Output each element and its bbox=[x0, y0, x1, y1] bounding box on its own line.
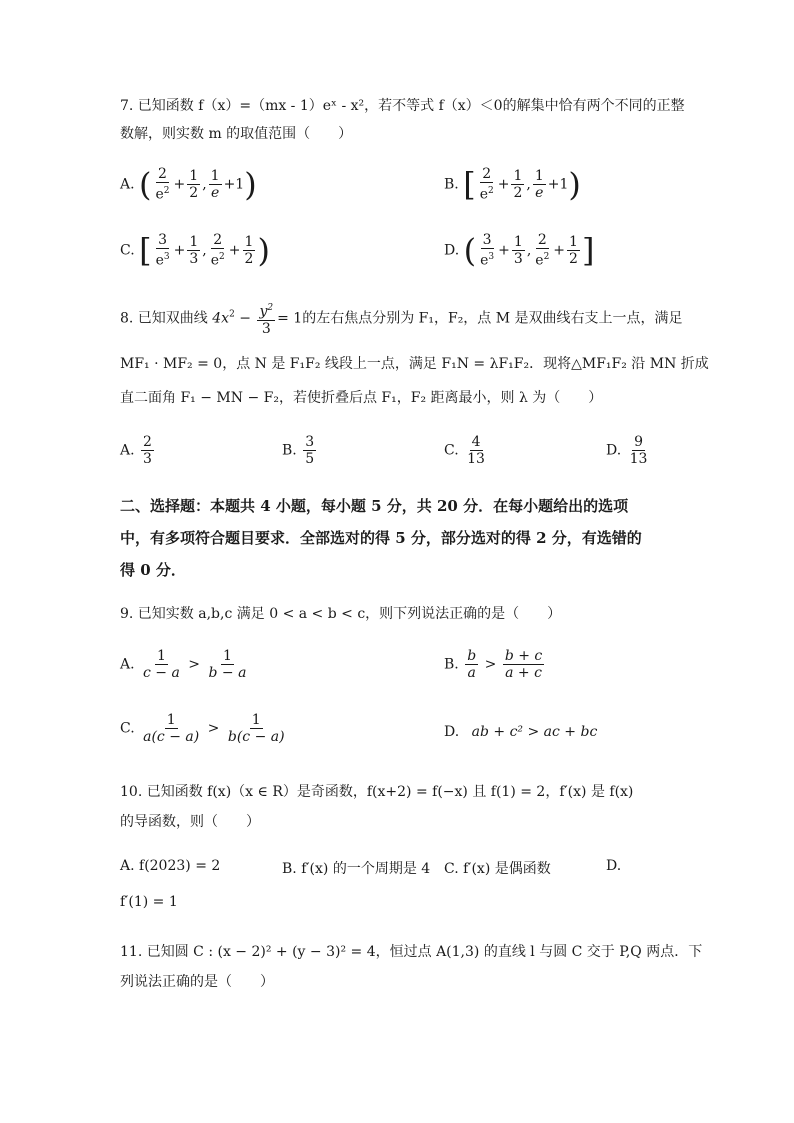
q8-stem-line2: MF₁ · MF₂ = 0，点 N 是 F₁F₂ 线段上一点，满足 F₁N = λF₁F₂．现将△MF₁F₂ 沿 MN 折成 bbox=[120, 356, 709, 372]
q11-stem-line1: 11. 已知圆 C : (x − 2)² + (y − 3)² = 4，恒过点 A(1,3) 的直线 l 与圆 C 交于 P,Q 两点．下 bbox=[120, 944, 703, 960]
q10-option-c: C. f′(x) 是偶函数 bbox=[444, 861, 551, 877]
q10-stem-line2: 的导函数，则（ ） bbox=[120, 814, 260, 830]
q10-option-d-label: D. bbox=[606, 858, 622, 874]
q7-option-b: B. [ $\frac{2}{e^2}$ + $\frac{1}{2}$ , $\frac{1}{e}$ +1) bbox=[444, 165, 581, 204]
q7-option-a: A. ( $\frac{2}{e^2}$ + $\frac{1}{2}$ , $\frac{1}{e}$ +1) bbox=[120, 165, 257, 204]
q9-option-d: D. ab + c² > ac + bc bbox=[444, 724, 598, 740]
q11-stem-line2: 列说法正确的是（ ） bbox=[120, 974, 274, 990]
q10-option-d-content: f′(1) = 1 bbox=[120, 894, 178, 910]
q9-option-b: B. $\frac{b}{a}$ > $\frac{b + c}{a + c}$ bbox=[444, 648, 543, 681]
q8-option-d: D. $\frac{9}{13}$ bbox=[606, 434, 648, 467]
q8-option-c: C. $\frac{4}{13}$ bbox=[444, 434, 485, 467]
q7-option-c: C. [ $\frac{3}{e^3}$ + $\frac{1}{3}$ , $\frac{2}{e^2}$ + $\frac{1}{2}$ ) bbox=[120, 231, 270, 270]
q9-stem: 9. 已知实数 a,b,c 满足 0 < a < b < c，则下列说法正确的是（ ） bbox=[120, 606, 562, 622]
q10-stem-line1: 10. 已知函数 f(x)（x ∈ R）是奇函数，f(x+2) = f(−x) 且 f(1) = 2，f′(x) 是 f(x) bbox=[120, 784, 634, 800]
q9-option-c: C. $\frac{1}{a(c - a)}$ > $\frac{1}{b(c - a)}$ bbox=[120, 712, 285, 745]
q7-option-d: D. ( $\frac{3}{e^3}$ + $\frac{1}{3}$ , $\frac{2}{e^2}$ + $\frac{1}{2}$ ] bbox=[444, 231, 595, 270]
q10-option-b: B. f′(x) 的一个周期是 4 bbox=[282, 861, 431, 877]
q9-option-a: A. $\frac{1}{c - a}$ > $\frac{1}{b - a}$ bbox=[120, 648, 247, 681]
q10-option-a: A. f(2023) = 2 bbox=[120, 858, 221, 874]
section2-instructions-line3: 得 0 分． bbox=[120, 561, 186, 579]
q8-stem-line3: 直二面角 F₁ − MN − F₂，若使折叠后点 F₁，F₂ 距离最小，则 λ 为（ ） bbox=[120, 390, 603, 406]
q8-option-a: A. $\frac{2}{3}$ bbox=[120, 434, 152, 467]
q7-stem-line2: 数解，则实数 m 的取值范围（ ） bbox=[120, 126, 353, 142]
q8-stem-line1: 8. 已知双曲线 $4x^2$ − $\frac{y^2}{3}$ = 1的左右焦点分别为 F₁，F₂，点 M 是双曲线右支上一点，满足 bbox=[120, 300, 683, 337]
section2-instructions-line1: 二、选择题：本题共 4 小题，每小题 5 分，共 20 分．在每小题给出的选项 bbox=[120, 497, 629, 515]
q8-option-b: B. $\frac{3}{5}$ bbox=[282, 434, 315, 467]
section2-instructions-line2: 中，有多项符合题目要求．全部选对的得 5 分，部分选对的得 2 分，有选错的 bbox=[120, 529, 642, 547]
q7-stem-line1: 7. 已知函数 f（x）=（mx - 1）eˣ - x²，若不等式 f（x）＜0的解集中恰有两个不同的正整 bbox=[120, 98, 685, 114]
